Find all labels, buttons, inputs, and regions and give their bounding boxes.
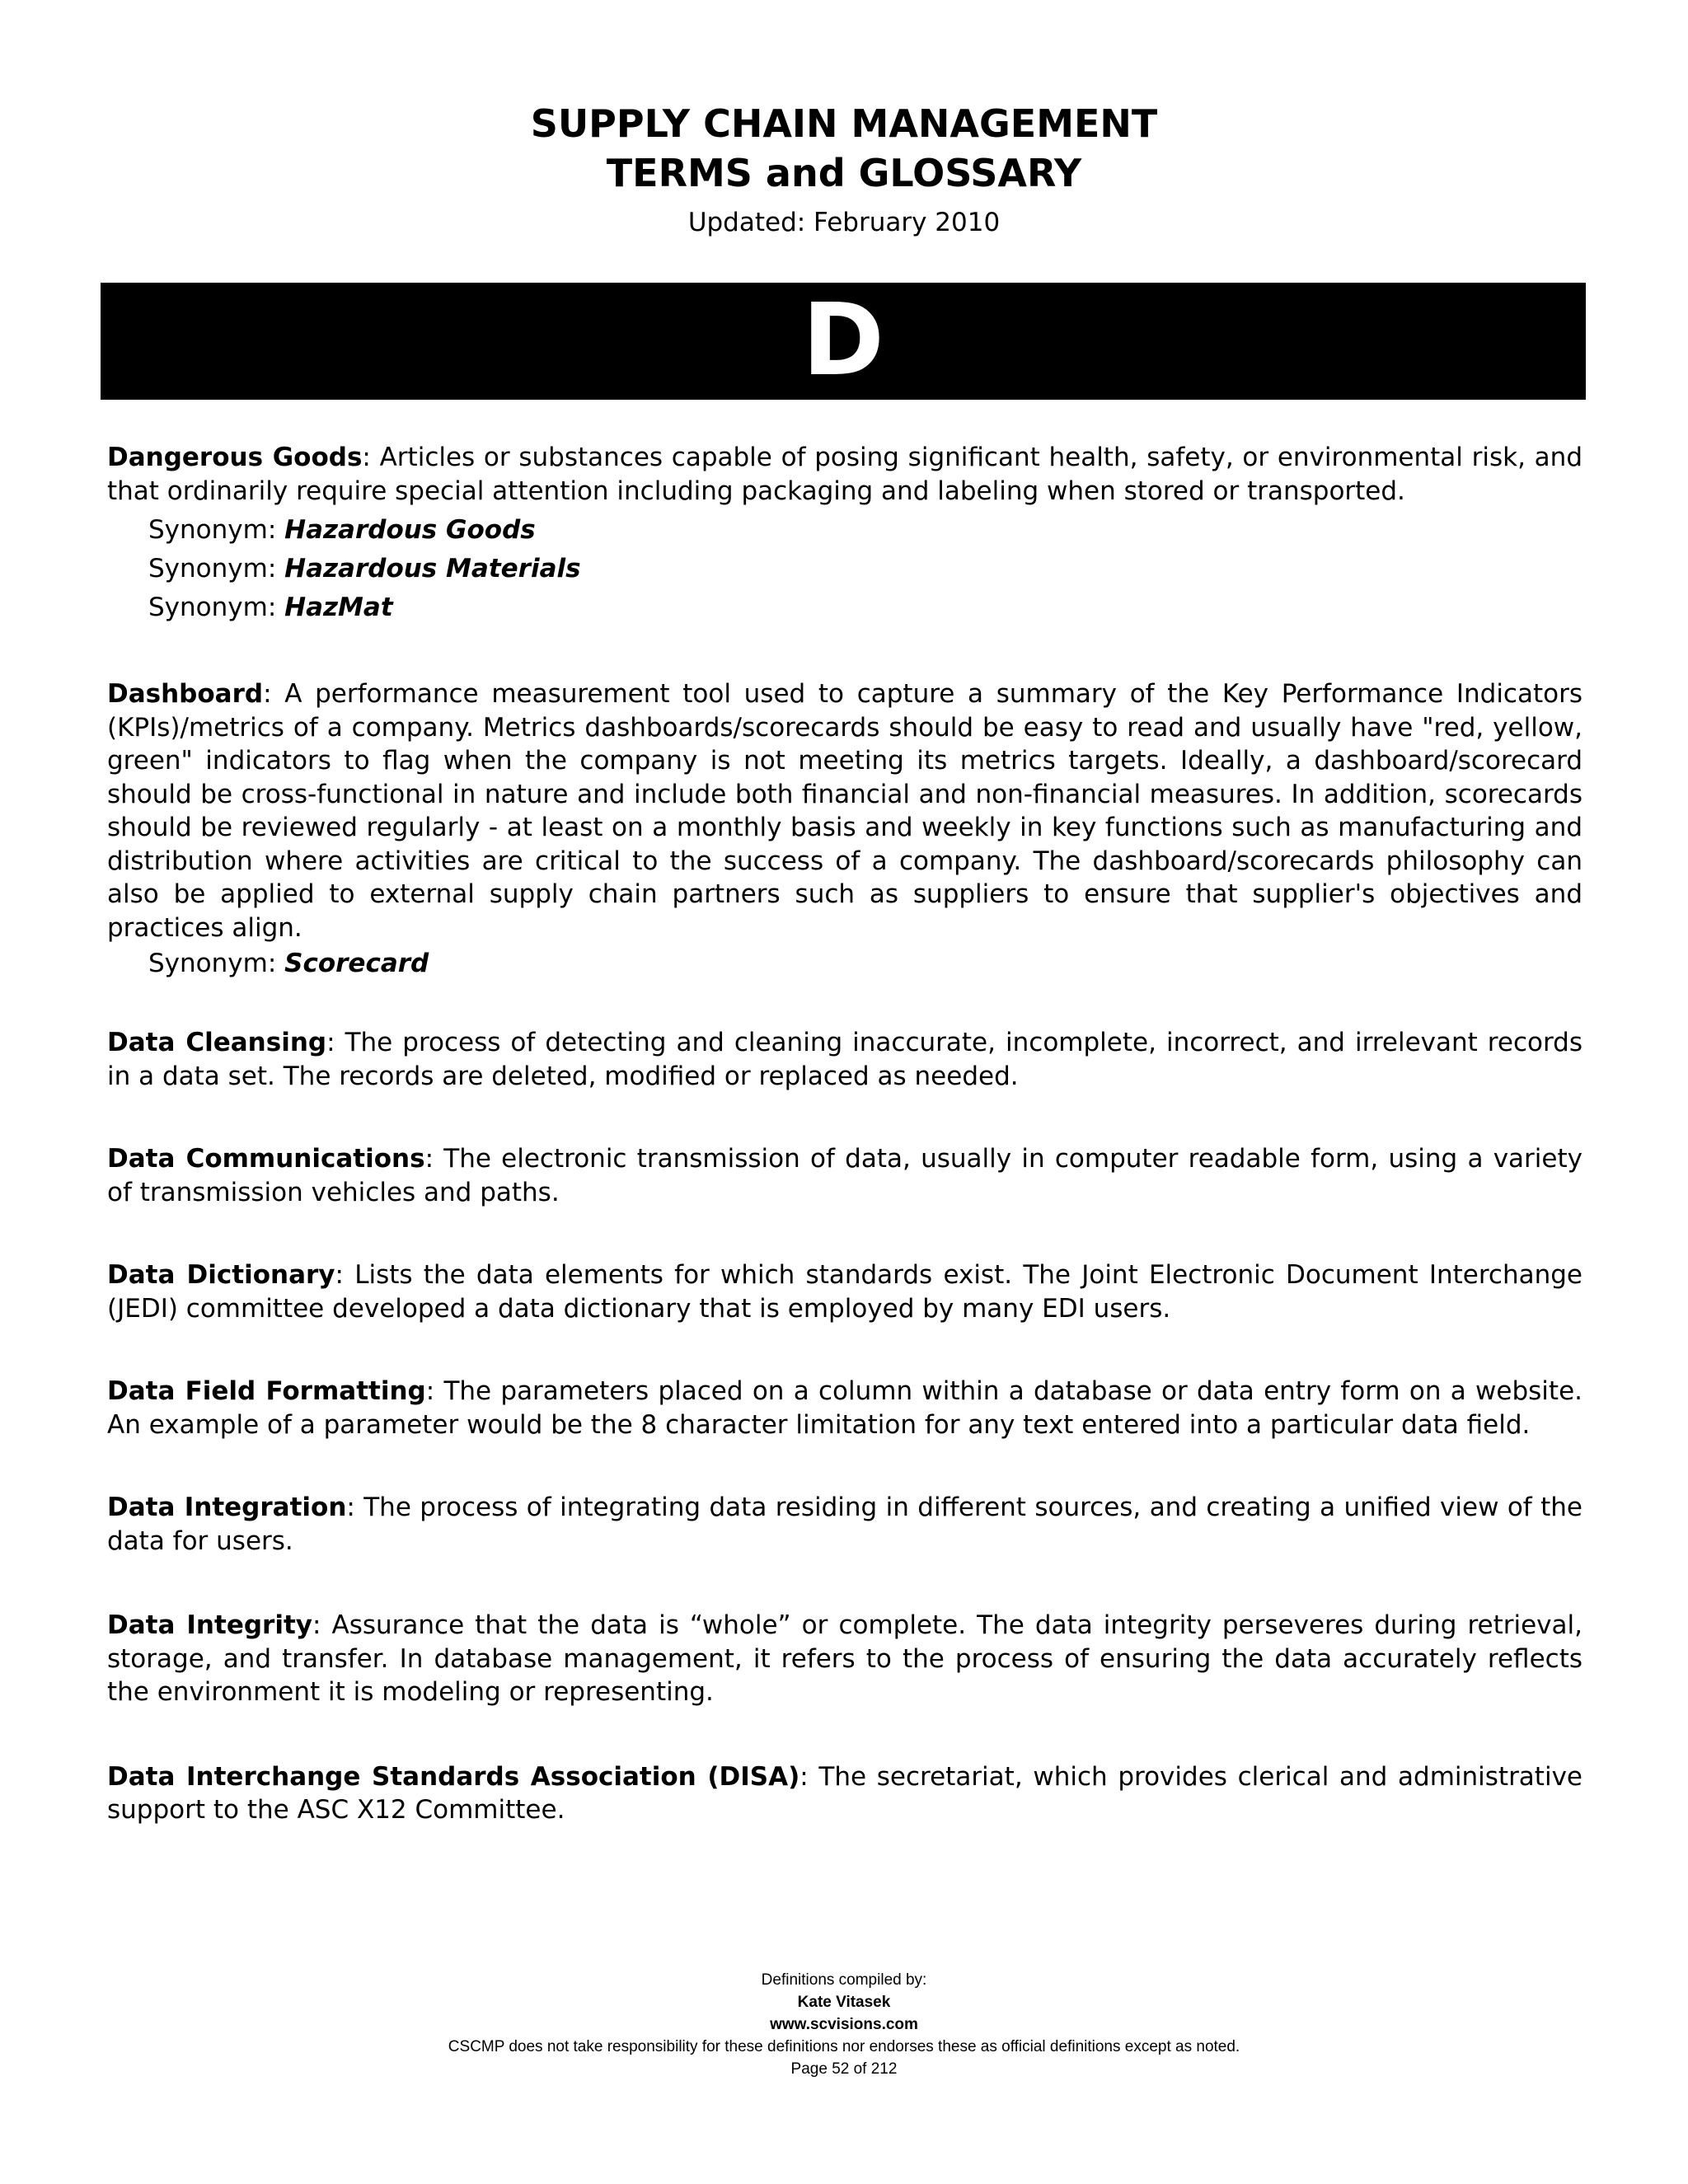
- title-line-1: SUPPLY CHAIN MANAGEMENT: [530, 101, 1158, 146]
- glossary-term: Data Cleansing: [107, 1028, 327, 1057]
- synonym-label: Synonym:: [148, 554, 285, 583]
- term-separator: :: [425, 1376, 444, 1406]
- synonym-line: [107, 550, 1582, 588]
- term-separator: :: [263, 679, 285, 709]
- glossary-entry: [107, 1258, 1582, 1325]
- glossary-term: Data Integration: [107, 1493, 347, 1522]
- glossary-definition: Articles or substances capable of posing significant health, safety, or environmental risk, and that ordinarily require special attention including packaging and labeling when stored or transported.: [107, 443, 1582, 506]
- term-separator: :: [799, 1761, 819, 1792]
- page-header: [0, 99, 1688, 239]
- footer-author: Kate Vitasek: [797, 1994, 891, 2011]
- glossary-definition: The secretariat, which provides clerical and administrative support to the ASC X12 Committee.: [107, 1761, 1582, 1825]
- glossary-definition: Lists the data elements for which standards exist. The Joint Electronic Document Interchange (JEDI) committee developed a data dictionary that is employed by many EDI users.: [107, 1260, 1582, 1324]
- synonym-label: Synonym:: [148, 949, 285, 978]
- glossary-entry: [107, 1609, 1582, 1709]
- glossary-content: [107, 441, 1582, 1827]
- term-separator: :: [346, 1493, 364, 1522]
- footer-website: www.scvisions.com: [770, 2016, 918, 2033]
- updated-date: Updated: February 2010: [687, 208, 1001, 237]
- footer-compiled-by: Definitions compiled by:: [761, 1971, 927, 1989]
- glossary-definition: The parameters placed on a column within a database or data entry form on a website. An example of a parameter would be the 8 character limitation for any text entered into a particular data field.: [107, 1376, 1582, 1440]
- term-separator: :: [362, 443, 380, 472]
- glossary-entry: [107, 1760, 1582, 1827]
- synonym-value: Hazardous Materials: [284, 554, 581, 583]
- glossary-entry: [107, 441, 1582, 508]
- section-letter-banner: D: [101, 283, 1586, 400]
- synonym-line: [107, 511, 1582, 550]
- glossary-entry: [107, 1375, 1582, 1441]
- synonym-label: Synonym:: [148, 593, 285, 622]
- glossary-entry: [107, 1026, 1582, 1093]
- footer-page-number: Page 52 of 212: [790, 2060, 898, 2078]
- glossary-definition: The process of integrating data residing in different sources, and creating a unified view of the data for users.: [107, 1493, 1582, 1556]
- synonym-value: HazMat: [284, 593, 393, 622]
- glossary-term: Data Dictionary: [107, 1260, 335, 1290]
- synonym-value: Scorecard: [284, 949, 429, 978]
- footer-disclaimer: CSCMP does not take responsibility for these definitions nor endorses these as official definitions except as noted.: [448, 2038, 1240, 2055]
- glossary-entry: [107, 677, 1582, 944]
- page-footer: [0, 1969, 1688, 2080]
- title-line-2: TERMS and GLOSSARY: [606, 151, 1082, 195]
- glossary-term: Dangerous Goods: [107, 443, 363, 472]
- glossary-definition: A performance measurement tool used to capture a summary of the Key Performance Indicators (KPIs)/metrics of a company. Metrics dashboards/scorecards should be easy to read and usually have "red, yellow, green" indicators to flag when the company is not meeting its metrics targets. Ideally, a dashboard/scorecard should be cross-functional in nature and include both financial and non-financial measures. In addition, scorecards should be reviewed regularly - at least on a monthly basis and weekly in key functions such as manufacturing and distribution where activities are critical to the success of a company. The dashboard/scorecards philosophy can also be applied to external supply chain partners such as suppliers to ensure that supplier's objectives and practices align.: [107, 679, 1582, 943]
- term-separator: :: [326, 1028, 345, 1057]
- glossary-term: Data Communications: [107, 1144, 425, 1174]
- term-separator: :: [424, 1144, 444, 1174]
- glossary-term: Data Integrity: [107, 1610, 312, 1640]
- glossary-definition: The process of detecting and cleaning inaccurate, incomplete, incorrect, and irrelevant records in a data set. The records are deleted, modified or replaced as needed.: [107, 1028, 1582, 1091]
- term-separator: :: [335, 1260, 355, 1290]
- glossary-definition: Assurance that the data is “whole” or complete. The data integrity perseveres during retrieval, storage, and transfer. In database management, it refers to the process of ensuring the data accurately reflects the environment it is modeling or representing.: [107, 1610, 1582, 1707]
- term-separator: :: [312, 1610, 332, 1640]
- glossary-term: Data Field Formatting: [107, 1376, 426, 1406]
- glossary-definition: The electronic transmission of data, usually in computer readable form, using a variety of transmission vehicles and paths.: [107, 1144, 1582, 1207]
- glossary-term: Data Interchange Standards Association (DISA): [107, 1761, 800, 1792]
- synonym-label: Synonym:: [148, 515, 285, 545]
- synonym-line: [107, 944, 1582, 983]
- synonym-value: Hazardous Goods: [284, 515, 536, 545]
- glossary-entry: [107, 1142, 1582, 1209]
- synonym-line: [107, 588, 1582, 627]
- glossary-entry: [107, 1491, 1582, 1558]
- glossary-term: Dashboard: [107, 679, 264, 709]
